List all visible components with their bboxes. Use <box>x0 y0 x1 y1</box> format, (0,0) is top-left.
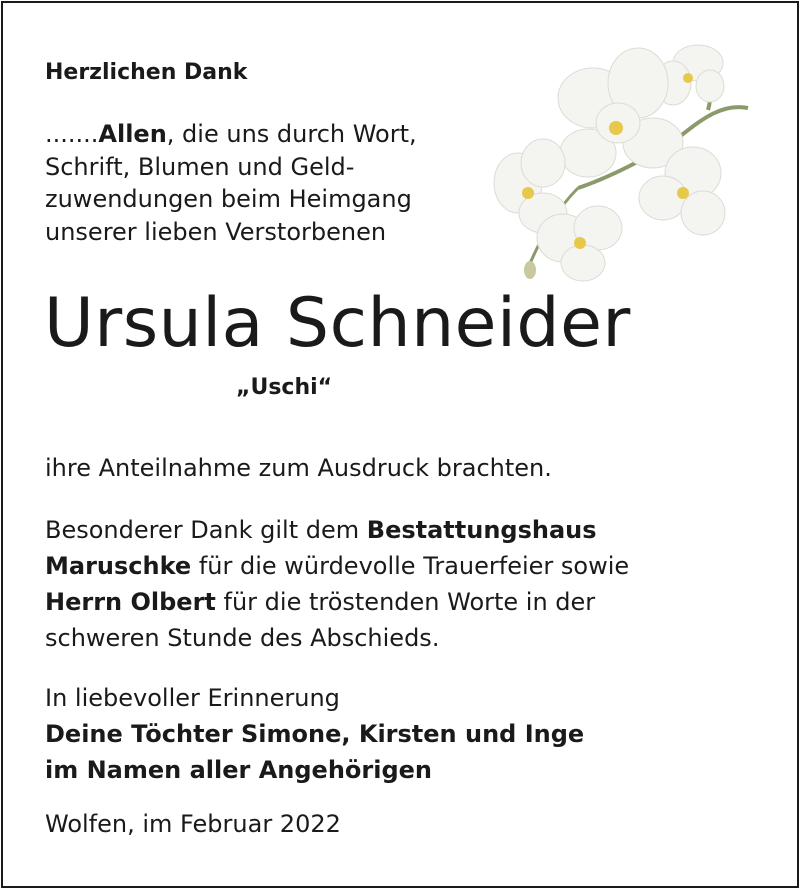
thanks-line-1 <box>45 512 629 548</box>
thanks-line-2 <box>45 548 629 584</box>
orchid-flower-bottom <box>537 206 622 281</box>
closing-line-1: In liebevoller Erinnerung <box>45 684 340 712</box>
deceased-nickname: „Uschi“ <box>236 375 333 400</box>
thanks-line-4: schweren Stunde des Abschieds. <box>45 624 440 652</box>
thanks-line-3 <box>45 584 629 620</box>
speaker-name: Herrn Olbert <box>45 588 216 616</box>
intro-line-2: Schrift, Blumen und Geld- <box>45 152 355 181</box>
funeral-home-owner: Maruschke <box>45 552 192 580</box>
deceased-name: Ursula Schneider <box>44 284 631 363</box>
intro-dots: ....... <box>45 120 99 148</box>
intro-text <box>45 118 417 248</box>
intro-line-4: unserer lieben Verstorbenen <box>45 217 387 246</box>
place-date: Wolfen, im Februar 2022 <box>45 810 341 838</box>
sympathy-line: ihre Anteilnahme zum Ausdruck brachten. <box>45 454 552 482</box>
thanks-line-1-prefix: Besonderer Dank gilt dem <box>45 516 367 544</box>
thanks-paragraph <box>45 512 629 656</box>
closing-block <box>45 680 584 788</box>
thanks-line-3-rest: für die tröstenden Worte in der <box>215 588 596 616</box>
intro-line-1-rest: , die uns durch Wort, <box>166 120 417 148</box>
intro-bold: Allen <box>98 120 167 148</box>
intro-line-1 <box>45 118 417 151</box>
intro-line-3: zuwendungen beim Heimgang <box>45 185 412 213</box>
funeral-home-name: Bestattungshaus <box>366 516 597 544</box>
orchid-image <box>488 38 758 283</box>
orchid-flower-main <box>558 48 683 177</box>
closing-line-3: im Namen aller Angehörigen <box>45 756 433 784</box>
closing-line-2: Deine Töchter Simone, Kirsten und Inge <box>45 720 585 748</box>
heading: Herzlichen Dank <box>45 60 248 85</box>
thanks-line-2-rest: für die würdevolle Trauerfeier sowie <box>191 552 630 580</box>
